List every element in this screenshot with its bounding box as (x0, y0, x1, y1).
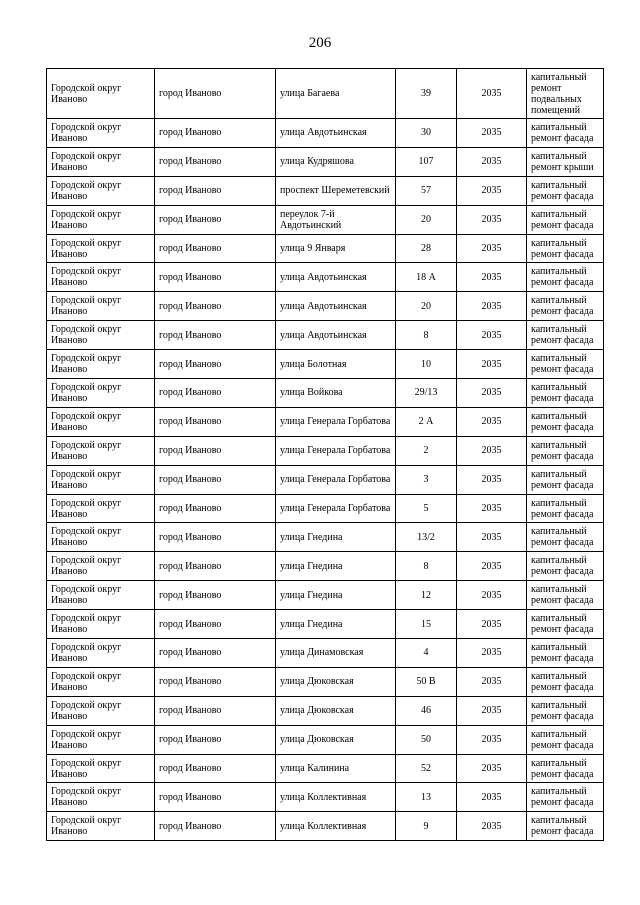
cell-house-number: 39 (396, 69, 457, 119)
cell-year: 2035 (457, 639, 527, 668)
cell-settlement: город Иваново (155, 725, 276, 754)
cell-house-number: 10 (396, 350, 457, 379)
cell-settlement: город Иваново (155, 407, 276, 436)
table-row (47, 725, 604, 754)
cell-year: 2035 (457, 205, 527, 234)
cell-street: проспект Шереметевский (276, 176, 396, 205)
cell-house-number: 107 (396, 147, 457, 176)
cell-municipal-district: Городской округ Иваново (47, 783, 155, 812)
table-row (47, 321, 604, 350)
cell-street: улица Авдотьинская (276, 292, 396, 321)
cell-work-type: капитальный ремонт фасада (527, 263, 604, 292)
cell-street: улица Генерала Горбатова (276, 436, 396, 465)
cell-house-number: 5 (396, 494, 457, 523)
cell-settlement: город Иваново (155, 350, 276, 379)
cell-settlement: город Иваново (155, 379, 276, 408)
cell-work-type: капитальный ремонт фасада (527, 292, 604, 321)
cell-settlement: город Иваново (155, 552, 276, 581)
cell-municipal-district: Городской округ Иваново (47, 147, 155, 176)
cell-house-number: 8 (396, 552, 457, 581)
table-row (47, 176, 604, 205)
registry-table (46, 68, 604, 841)
table-row (47, 696, 604, 725)
cell-year: 2035 (457, 69, 527, 119)
table-row (47, 610, 604, 639)
cell-work-type: капитальный ремонт фасада (527, 581, 604, 610)
cell-municipal-district: Городской округ Иваново (47, 321, 155, 350)
table-row (47, 667, 604, 696)
cell-street: улица Авдотьинская (276, 263, 396, 292)
table-row (47, 783, 604, 812)
cell-house-number: 50 (396, 725, 457, 754)
table-row (47, 494, 604, 523)
cell-settlement: город Иваново (155, 263, 276, 292)
cell-municipal-district: Городской округ Иваново (47, 119, 155, 148)
table-row (47, 205, 604, 234)
cell-settlement: город Иваново (155, 176, 276, 205)
cell-year: 2035 (457, 523, 527, 552)
cell-settlement: город Иваново (155, 292, 276, 321)
cell-street: улица 9 Января (276, 234, 396, 263)
cell-year: 2035 (457, 494, 527, 523)
cell-municipal-district: Городской округ Иваново (47, 667, 155, 696)
cell-work-type: капитальный ремонт фасада (527, 436, 604, 465)
cell-house-number: 3 (396, 465, 457, 494)
cell-municipal-district: Городской округ Иваново (47, 812, 155, 841)
cell-street: улица Калинина (276, 754, 396, 783)
cell-municipal-district: Городской округ Иваново (47, 292, 155, 321)
cell-street: улица Авдотьинская (276, 119, 396, 148)
cell-house-number: 30 (396, 119, 457, 148)
cell-house-number: 4 (396, 639, 457, 668)
cell-settlement: город Иваново (155, 205, 276, 234)
cell-year: 2035 (457, 725, 527, 754)
cell-work-type: капитальный ремонт фасада (527, 407, 604, 436)
cell-settlement: город Иваново (155, 494, 276, 523)
cell-work-type: капитальный ремонт подвальных помещений (527, 69, 604, 119)
table-row (47, 523, 604, 552)
cell-work-type: капитальный ремонт фасада (527, 465, 604, 494)
cell-house-number: 29/13 (396, 379, 457, 408)
cell-house-number: 9 (396, 812, 457, 841)
cell-year: 2035 (457, 581, 527, 610)
cell-settlement: город Иваново (155, 234, 276, 263)
cell-year: 2035 (457, 321, 527, 350)
cell-work-type: капитальный ремонт фасада (527, 234, 604, 263)
cell-municipal-district: Городской округ Иваново (47, 552, 155, 581)
cell-street: улица Дюковская (276, 667, 396, 696)
cell-municipal-district: Городской округ Иваново (47, 639, 155, 668)
cell-street: переулок 7-й Авдотьинский (276, 205, 396, 234)
cell-work-type: капитальный ремонт фасада (527, 639, 604, 668)
cell-street: улица Гнедина (276, 581, 396, 610)
cell-year: 2035 (457, 119, 527, 148)
cell-street: улица Гнедина (276, 552, 396, 581)
table-row (47, 639, 604, 668)
cell-settlement: город Иваново (155, 69, 276, 119)
cell-year: 2035 (457, 812, 527, 841)
cell-year: 2035 (457, 234, 527, 263)
table-row (47, 552, 604, 581)
cell-work-type: капитальный ремонт фасада (527, 754, 604, 783)
cell-street: улица Генерала Горбатова (276, 465, 396, 494)
cell-settlement: город Иваново (155, 119, 276, 148)
cell-street: улица Генерала Горбатова (276, 407, 396, 436)
cell-house-number: 13 (396, 783, 457, 812)
table-row (47, 263, 604, 292)
cell-work-type: капитальный ремонт фасада (527, 812, 604, 841)
cell-work-type: капитальный ремонт фасада (527, 725, 604, 754)
cell-municipal-district: Городской округ Иваново (47, 581, 155, 610)
cell-work-type: капитальный ремонт фасада (527, 667, 604, 696)
cell-street: улица Кудряшова (276, 147, 396, 176)
cell-street: улица Войкова (276, 379, 396, 408)
cell-street: улица Авдотьинская (276, 321, 396, 350)
cell-settlement: город Иваново (155, 812, 276, 841)
cell-municipal-district: Городской округ Иваново (47, 725, 155, 754)
cell-work-type: капитальный ремонт крыши (527, 147, 604, 176)
cell-settlement: город Иваново (155, 436, 276, 465)
cell-house-number: 52 (396, 754, 457, 783)
cell-house-number: 18 А (396, 263, 457, 292)
cell-settlement: город Иваново (155, 610, 276, 639)
cell-house-number: 28 (396, 234, 457, 263)
cell-municipal-district: Городской округ Иваново (47, 350, 155, 379)
registry-table-body (47, 69, 604, 841)
cell-year: 2035 (457, 292, 527, 321)
cell-year: 2035 (457, 176, 527, 205)
cell-street: улица Дюковская (276, 725, 396, 754)
cell-street: улица Генерала Горбатова (276, 494, 396, 523)
cell-year: 2035 (457, 552, 527, 581)
cell-work-type: капитальный ремонт фасада (527, 494, 604, 523)
cell-work-type: капитальный ремонт фасада (527, 350, 604, 379)
cell-work-type: капитальный ремонт фасада (527, 552, 604, 581)
cell-settlement: город Иваново (155, 321, 276, 350)
cell-municipal-district: Городской округ Иваново (47, 436, 155, 465)
cell-settlement: город Иваново (155, 696, 276, 725)
cell-work-type: капитальный ремонт фасада (527, 783, 604, 812)
table-row (47, 292, 604, 321)
cell-year: 2035 (457, 465, 527, 494)
cell-year: 2035 (457, 436, 527, 465)
cell-year: 2035 (457, 754, 527, 783)
cell-house-number: 20 (396, 205, 457, 234)
cell-work-type: капитальный ремонт фасада (527, 696, 604, 725)
cell-street: улица Коллективная (276, 783, 396, 812)
cell-street: улица Коллективная (276, 812, 396, 841)
cell-settlement: город Иваново (155, 783, 276, 812)
cell-year: 2035 (457, 610, 527, 639)
cell-municipal-district: Городской округ Иваново (47, 205, 155, 234)
cell-municipal-district: Городской округ Иваново (47, 494, 155, 523)
cell-year: 2035 (457, 783, 527, 812)
cell-street: улица Гнедина (276, 610, 396, 639)
cell-house-number: 15 (396, 610, 457, 639)
cell-settlement: город Иваново (155, 465, 276, 494)
table-row (47, 69, 604, 119)
cell-settlement: город Иваново (155, 754, 276, 783)
cell-house-number: 8 (396, 321, 457, 350)
cell-municipal-district: Городской округ Иваново (47, 69, 155, 119)
cell-street: улица Дюковская (276, 696, 396, 725)
cell-house-number: 46 (396, 696, 457, 725)
cell-house-number: 13/2 (396, 523, 457, 552)
table-row (47, 465, 604, 494)
cell-house-number: 50 В (396, 667, 457, 696)
cell-municipal-district: Городской округ Иваново (47, 523, 155, 552)
table-row (47, 379, 604, 408)
table-row (47, 234, 604, 263)
cell-settlement: город Иваново (155, 523, 276, 552)
cell-street: улица Болотная (276, 350, 396, 379)
cell-house-number: 2 А (396, 407, 457, 436)
cell-settlement: город Иваново (155, 667, 276, 696)
cell-year: 2035 (457, 263, 527, 292)
cell-settlement: город Иваново (155, 147, 276, 176)
cell-municipal-district: Городской округ Иваново (47, 234, 155, 263)
table-row (47, 754, 604, 783)
cell-settlement: город Иваново (155, 639, 276, 668)
table-row (47, 350, 604, 379)
cell-work-type: капитальный ремонт фасада (527, 610, 604, 639)
cell-year: 2035 (457, 350, 527, 379)
cell-municipal-district: Городской округ Иваново (47, 754, 155, 783)
table-row (47, 812, 604, 841)
cell-year: 2035 (457, 667, 527, 696)
cell-work-type: капитальный ремонт фасада (527, 176, 604, 205)
table-row (47, 581, 604, 610)
cell-work-type: капитальный ремонт фасада (527, 321, 604, 350)
cell-year: 2035 (457, 407, 527, 436)
cell-house-number: 57 (396, 176, 457, 205)
table-row (47, 436, 604, 465)
cell-settlement: город Иваново (155, 581, 276, 610)
cell-street: улица Динамовская (276, 639, 396, 668)
cell-year: 2035 (457, 696, 527, 725)
cell-house-number: 20 (396, 292, 457, 321)
table-row (47, 407, 604, 436)
cell-municipal-district: Городской округ Иваново (47, 263, 155, 292)
page-number: 206 (308, 35, 332, 51)
cell-house-number: 12 (396, 581, 457, 610)
cell-work-type: капитальный ремонт фасада (527, 523, 604, 552)
cell-street: улица Багаева (276, 69, 396, 119)
cell-municipal-district: Городской округ Иваново (47, 379, 155, 408)
cell-year: 2035 (457, 147, 527, 176)
cell-municipal-district: Городской округ Иваново (47, 176, 155, 205)
cell-municipal-district: Городской округ Иваново (47, 696, 155, 725)
cell-municipal-district: Городской округ Иваново (47, 407, 155, 436)
cell-municipal-district: Городской округ Иваново (47, 610, 155, 639)
cell-street: улица Гнедина (276, 523, 396, 552)
cell-work-type: капитальный ремонт фасада (527, 205, 604, 234)
cell-house-number: 2 (396, 436, 457, 465)
cell-year: 2035 (457, 379, 527, 408)
cell-work-type: капитальный ремонт фасада (527, 379, 604, 408)
cell-municipal-district: Городской округ Иваново (47, 465, 155, 494)
cell-work-type: капитальный ремонт фасада (527, 119, 604, 148)
table-row (47, 147, 604, 176)
table-row (47, 119, 604, 148)
